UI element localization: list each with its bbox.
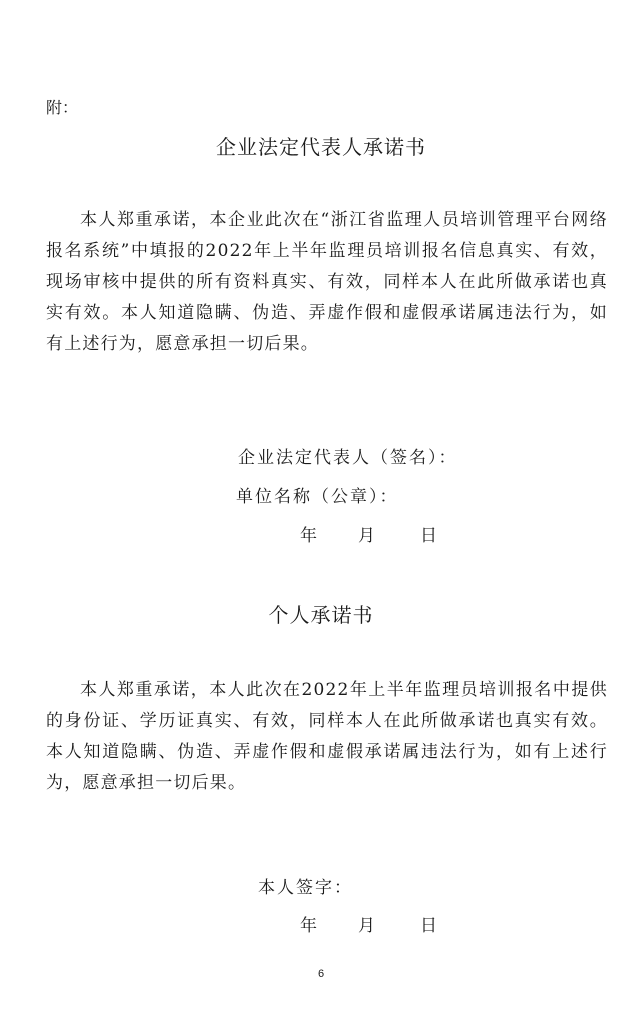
page-number: 6 — [317, 968, 325, 980]
date-year-label: 年 — [300, 916, 317, 936]
enterprise-pledge-title: 企业法定代表人承诺书 — [216, 135, 426, 159]
date-year-label: 年 — [300, 526, 317, 546]
unit-name-seal-label: 单位名称（公章）： — [236, 487, 399, 507]
personal-signature-label: 本人签字： — [258, 878, 353, 898]
legal-representative-signature-label: 企业法定代表人（签名）： — [238, 448, 458, 468]
personal-pledge-body: 本人郑重承诺，本人此次在2022年上半年监理员培训报名中提供的身份证、学历证真实、有效，同样本人在此所做承诺也真实有效。本人知道隐瞒、伪造、弄虚作假和虚假承诺属违法行为，如有上述行为，愿意承担一切后果。 — [46, 680, 608, 793]
attachment-label: 附： — [46, 98, 79, 117]
personal-pledge-title: 个人承诺书 — [268, 603, 374, 627]
date-day-label: 日 — [420, 916, 437, 936]
date-month-label: 月 — [358, 916, 375, 936]
date-day-label: 日 — [420, 526, 437, 546]
enterprise-pledge-body: 本人郑重承诺，本企业此次在“浙江省监理人员培训管理平台网络报名系统”中填报的2022年上半年监理员培训报名信息真实、有效，现场审核中提供的所有资料真实、有效，同样本人在此所做承诺也真实有效。本人知道隐瞒、伪造、弄虚作假和虚假承诺属违法行为，如有上述行为，愿意承担一切后果。 — [46, 210, 608, 354]
date-month-label: 月 — [358, 526, 375, 546]
